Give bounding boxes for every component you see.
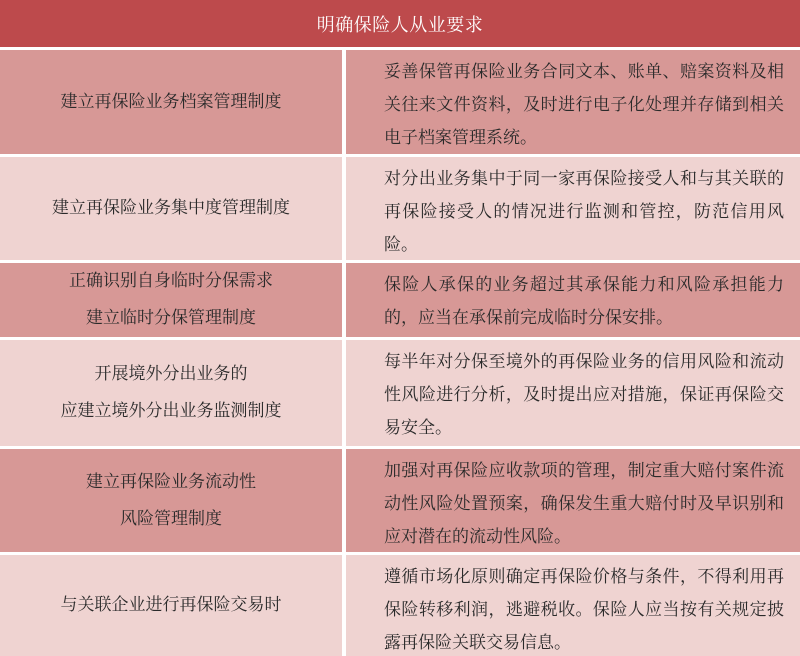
description-cell: 每半年对分保至境外的再保险业务的信用风险和流动性风险进行分析，及时提出应对措施，保证再保险交易安全。 — [346, 340, 800, 446]
requirement-line: 建立再保险业务档案管理制度 — [60, 91, 282, 112]
table-row — [0, 449, 800, 552]
table-title: 明确保险人从业要求 — [0, 0, 800, 47]
description-cell: 遵循市场化原则确定再保险价格与条件，不得利用再保险转移利润，逃避税收。保险人应当按有关规定披露再保险关联交易信息。 — [346, 555, 800, 656]
requirement-cell — [0, 340, 342, 446]
requirement-line: 应建立境外分出业务监测制度 — [60, 401, 282, 421]
table-row — [0, 263, 800, 337]
description-cell: 对分出业务集中于同一家再保险接受人和与其关联的再保险接受人的情况进行监测和管控，防范信用风险。 — [346, 157, 800, 260]
description-cell: 加强对再保险应收款项的管理，制定重大赔付案件流动性风险处置预案，确保发生重大赔付时及早识别和应对潜在的流动性风险。 — [346, 449, 800, 552]
requirement-line: 开展境外分出业务的 — [94, 364, 248, 384]
table-row — [0, 340, 800, 446]
table-row — [0, 50, 800, 154]
table-row — [0, 157, 800, 260]
requirement-cell — [0, 263, 342, 337]
requirement-cell — [0, 50, 342, 154]
requirement-line: 风险管理制度 — [120, 508, 222, 529]
requirement-line: 建立再保险业务流动性 — [86, 471, 256, 492]
requirement-line: 与关联企业进行再保险交易时 — [60, 595, 282, 615]
requirement-cell — [0, 157, 342, 260]
description-cell: 保险人承保的业务超过其承保能力和风险承担能力的，应当在承保前完成临时分保安排。 — [346, 263, 800, 337]
requirement-line: 正确识别自身临时分保需求 — [69, 271, 273, 291]
table-row — [0, 555, 800, 656]
requirement-line: 建立临时分保管理制度 — [86, 308, 256, 328]
requirement-cell — [0, 449, 342, 552]
requirement-cell — [0, 555, 342, 656]
description-cell: 妥善保管再保险业务合同文本、账单、赔案资料及相关往来文件资料，及时进行电子化处理并存储到相关电子档案管理系统。 — [346, 50, 800, 154]
requirement-line: 建立再保险业务集中度管理制度 — [52, 198, 290, 218]
